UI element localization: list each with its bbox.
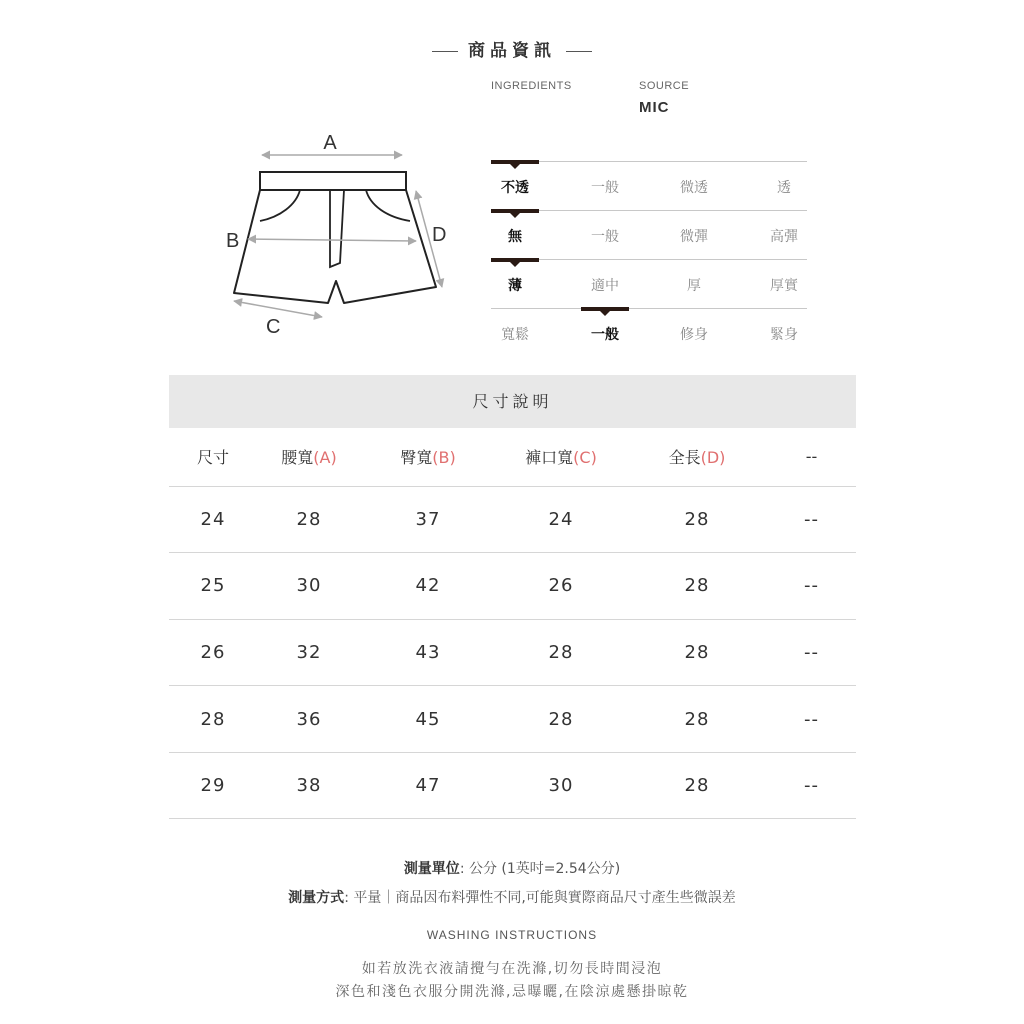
size-table [169,428,856,819]
washing-line-2: 深色和淺色衣服分開洗滌,忌曝曬,在陰涼處懸掛晾乾 [335,984,689,1000]
attribute-option-label: 厚實 [770,278,798,294]
attribute-row [491,259,807,308]
size-column-header [627,428,767,486]
shorts-diagram [210,125,470,345]
measure-c-line [234,301,322,317]
table-row [169,686,856,753]
size-table-header [169,428,856,486]
column-name: 腰寬 [281,448,314,468]
measure-d-label: D [432,224,447,246]
section-title-text: 商品資訊 [468,41,556,61]
table-cell: 26 [169,619,257,686]
attribute-option [760,211,808,260]
source-value: MIC [639,99,670,116]
table-cell: 28 [257,486,361,553]
table-cell: 28 [495,686,627,753]
column-name: 臀寬 [400,448,433,468]
table-cell: -- [767,553,856,620]
measure-b-label: B [226,230,240,252]
title-dash-right [566,51,592,52]
table-cell: 28 [627,752,767,819]
unit-text: : 公分 (1英吋=2.54公分) [459,861,621,877]
attribute-option-label: 寬鬆 [501,327,529,343]
selection-marker [491,258,539,262]
washing-line-1: 如若放洗衣液請攪勻在洗滌,切勿長時間浸泡 [361,961,663,977]
method-label: 測量方式 [288,890,345,906]
attribute-row [491,161,807,210]
table-cell: 45 [361,686,495,753]
table-cell: 38 [257,752,361,819]
unit-label: 測量單位 [403,861,460,877]
table-cell: 28 [169,686,257,753]
attribute-option [670,309,718,358]
table-cell: 32 [257,619,361,686]
method-note [0,887,1024,907]
table-cell: 28 [627,486,767,553]
attribute-option-label: 透 [777,180,791,196]
attribute-row [491,210,807,259]
attribute-grid [491,161,807,357]
attribute-option-label: 一般 [591,229,619,245]
attribute-option-selected [491,260,539,309]
table-cell: 37 [361,486,495,553]
attribute-row [491,308,807,357]
selection-marker [581,307,629,311]
title-dash-left [432,51,458,52]
table-cell: 25 [169,553,257,620]
table-cell: -- [767,752,856,819]
attribute-option [581,211,629,260]
table-cell: 30 [257,553,361,620]
attribute-option-label: 緊身 [770,327,798,343]
waistband [260,172,406,190]
attribute-option-label: 一般 [591,327,619,343]
table-cell: 24 [495,486,627,553]
attribute-option-label: 高彈 [770,229,798,245]
table-cell: 28 [495,619,627,686]
attribute-option-label: 微彈 [680,229,708,245]
column-code: (C) [573,448,597,468]
attribute-option-label: 修身 [680,327,708,343]
size-column-header [495,428,627,486]
attribute-option [760,260,808,309]
ingredients-label: INGREDIENTS [491,80,572,92]
column-code: (A) [313,448,337,468]
attribute-option [581,260,629,309]
table-row [169,619,856,686]
column-name: 全長 [668,448,701,468]
source-label: SOURCE [639,80,690,92]
attribute-option [670,260,718,309]
table-cell: 28 [627,619,767,686]
table-cell: -- [767,486,856,553]
attribute-option-label: 無 [508,229,522,245]
attribute-option-label: 微透 [680,180,708,196]
size-column-header [169,428,257,486]
attribute-option [670,211,718,260]
attribute-option-selected [581,309,629,358]
washing-title: WASHING INSTRUCTIONS [426,928,598,942]
attribute-option [581,162,629,211]
size-column-header [257,428,361,486]
attribute-option-label: 適中 [591,278,619,294]
measure-c-label: C [266,316,281,338]
selection-marker [491,160,539,164]
shorts-body [234,190,436,303]
selection-marker [491,209,539,213]
table-row [169,486,856,553]
table-cell: -- [767,686,856,753]
size-column-header [767,428,856,486]
table-cell: 47 [361,752,495,819]
table-cell: 30 [495,752,627,819]
attribute-option-label: 厚 [687,278,701,294]
table-cell: 29 [169,752,257,819]
table-cell: 28 [627,686,767,753]
table-cell: 28 [627,553,767,620]
size-column-header [361,428,495,486]
table-cell: 42 [361,553,495,620]
column-code: (B) [432,448,456,468]
table-cell: 26 [495,553,627,620]
unit-note [0,858,1024,878]
section-title [0,36,1024,61]
attribute-option [670,162,718,211]
size-section-title: 尺寸說明 [169,375,856,428]
attribute-option-label: 一般 [591,180,619,196]
table-cell: -- [767,619,856,686]
attribute-option-selected [491,162,539,211]
column-name: 褲口寬 [525,448,574,468]
column-name: -- [805,447,818,467]
table-row [169,752,856,819]
attribute-option [760,309,808,358]
table-cell: 36 [257,686,361,753]
attribute-option-selected [491,211,539,260]
size-table-body [169,486,856,819]
column-name: 尺寸 [196,448,229,468]
table-row [169,553,856,620]
column-code: (D) [700,448,726,468]
table-cell: 24 [169,486,257,553]
table-cell: 43 [361,619,495,686]
attribute-option-label: 不透 [501,180,529,196]
measure-a-label: A [323,132,337,154]
attribute-option [491,309,539,358]
attribute-option [760,162,808,211]
attribute-option-label: 薄 [508,278,522,294]
method-text: : 平量｜商品因布料彈性不同,可能與實際商品尺寸產生些微誤差 [344,890,736,906]
